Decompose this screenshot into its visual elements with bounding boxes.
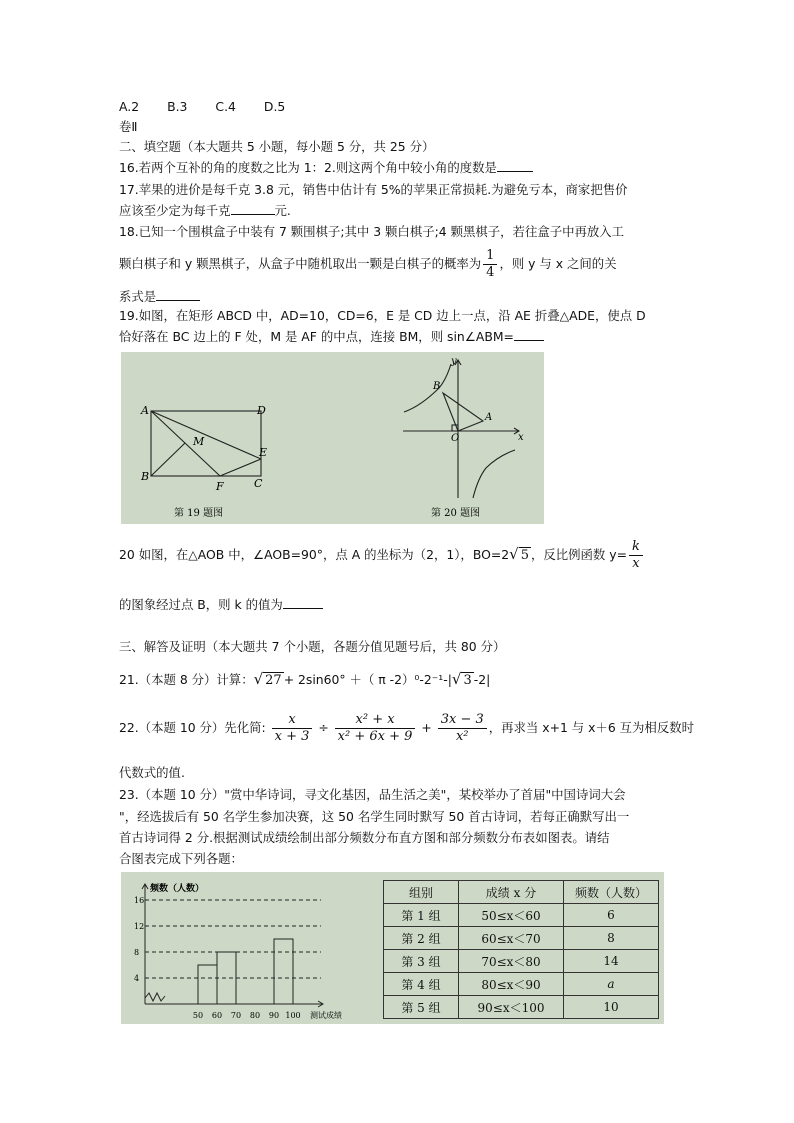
label-e: E <box>259 446 268 459</box>
answer-blank <box>156 288 200 301</box>
x-ticks <box>193 1011 301 1020</box>
question-16: 16.若两个互补的角的度数之比为 1：2.则这两个角中较小角的度数是 <box>119 159 533 177</box>
histogram-xlabel: 测试成绩 <box>310 1011 342 1020</box>
x-tick-label: 100 <box>285 1011 301 1020</box>
table-row: 第 4 组 80≤x＜90 a <box>384 973 659 996</box>
x-tick-label: 90 <box>268 1011 280 1020</box>
y-tick-label: 12 <box>134 922 145 931</box>
figure-19-caption: 第 19 题图 <box>174 508 224 519</box>
fraction-x2-plus-x: $\frac{\text{x² + x}}{\text{x² + 6x + 9}}$ <box>335 712 416 745</box>
frequency-table <box>383 880 659 1019</box>
question-23-line3: 首古诗词得 2 分.根据测试成绩绘制出部分频数分布直方图和部分频数分布表如图表。请结 <box>119 830 610 845</box>
table-row: 第 1 组 50≤x＜60 6 <box>384 904 659 927</box>
bars <box>198 939 293 1004</box>
table-row: 第 3 组 70≤x＜80 14 <box>384 950 659 973</box>
x-tick-label: 60 <box>211 1011 223 1020</box>
segment-fe <box>220 459 261 476</box>
option-c: C.4 <box>215 99 236 114</box>
histogram <box>121 872 351 1024</box>
option-a: A.2 <box>119 99 140 114</box>
radical-sqrt-27: √ 27 <box>253 670 282 688</box>
figure-20 <box>403 360 519 498</box>
label-x: x <box>518 432 524 443</box>
question-17-line2: 应该至少定为每千克 元. <box>119 203 291 218</box>
x-tick-label: 50 <box>192 1011 204 1020</box>
question-20-line2: 的图象经过点 B，则 k 的值为 <box>119 596 323 614</box>
question-23-line4: 合图表完成下列各题： <box>119 851 243 866</box>
hyperbola-lower-branch <box>473 450 515 498</box>
segment-ae <box>151 411 261 459</box>
bar-90-100 <box>274 939 293 1004</box>
hyperbola-upper-branch <box>404 364 451 412</box>
option-d: D.5 <box>263 99 286 114</box>
question-22-line2: 代数式的值. <box>119 765 185 780</box>
figure-23 <box>121 872 664 1024</box>
header-frequency: 频数（人数） <box>564 881 659 904</box>
histogram-ylabel: 频数（人数） <box>150 884 205 894</box>
answer-blank <box>283 596 323 609</box>
label-a: A <box>485 412 493 423</box>
fraction-one-quarter: $\frac{1}{4}$ <box>483 248 497 281</box>
table-header-row <box>384 881 659 904</box>
question-17-line1: 17.苹果的进价是每千克 3.8 元，销售中估计有 5%的苹果正常损耗.为避免亏本，商家把售价 <box>119 182 628 197</box>
label-a: A <box>141 404 149 417</box>
fraction-k-over-x: $\frac{k}{x}$ <box>629 539 643 572</box>
figures-19-20 <box>121 352 544 524</box>
segment-bm <box>151 443 185 476</box>
figure-20-caption: 第 20 题图 <box>431 508 481 519</box>
bar-60-70 <box>217 952 236 1004</box>
answer-options <box>119 98 313 116</box>
y-tick-label: 4 <box>134 974 140 983</box>
figure-19 <box>151 411 261 476</box>
option-b: B.3 <box>167 99 188 114</box>
question-20-line1: 20 如图，在△AOB 中，∠AOB=90°，点 A 的坐标为（2，1），BO=2√ 5 ，反比例函数 y= $\frac{k}{x}$ <box>119 534 645 576</box>
y-tick-label: 8 <box>134 948 140 957</box>
section2-title: 二、填空题（本大题共 5 小题，每小题 5 分，共 25 分） <box>119 139 435 154</box>
question-19-line1: 19.如图，在矩形 ABCD 中，AD=10，CD=6，E 是 CD 边上一点，沿 AE 折叠△ADE，使点 D <box>119 308 646 323</box>
bar-50-60 <box>198 965 217 1004</box>
label-m: M <box>193 435 205 448</box>
axis-break <box>145 993 165 1001</box>
question-23-line2: "，经选拔后有 50 名学生参加决赛，这 50 名学生同时默写 50 首古诗词，若每正确默写出一 <box>119 809 630 824</box>
answer-blank <box>231 202 275 215</box>
y-ticks <box>134 896 144 983</box>
header-score: 成绩 x 分 <box>459 881 564 904</box>
label-y: y <box>451 356 457 367</box>
label-b: B <box>141 470 150 483</box>
question-19-line2: 恰好落在 BC 边上的 F 处，M 是 AF 的中点，连接 BM，则 sin∠ABM= <box>119 328 544 346</box>
table-row: 第 2 组 60≤x＜70 8 <box>384 927 659 950</box>
radical-sqrt-3: √ 3 <box>451 670 472 688</box>
fraction-x-over-x-plus-3: $\frac{x}{x + 3}$ <box>272 712 313 745</box>
header-group: 组别 <box>384 881 459 904</box>
question-22-line1: 22.（本题 10 分）先化简: $\frac{x}{x + 3}$ ÷ $\frac{\text{x² + x}}{\text{x² + 6x + 9}}$ + $\frac{3x - 3}{\text{x²}}$ ，再求当 x+1 与 x＋6 互为相反数时 <box>119 712 694 744</box>
table-row: 第 5 组 90≤x＜100 10 <box>384 996 659 1019</box>
question-21: 21.（本题 8 分）计算：√ 27 + 2sin60° ＋（ π -2）⁰-2⁻¹-|√ 3 -2| <box>119 670 491 688</box>
label-f: F <box>216 480 224 493</box>
label-d: D <box>257 404 266 417</box>
fraction-3x-minus-3: $\frac{3x - 3}{\text{x²}}$ <box>438 712 487 745</box>
answer-blank <box>514 328 544 341</box>
label-c: C <box>254 477 263 490</box>
section3-title: 三、解答及证明（本大题共 7 个小题，各题分值见题号后，共 80 分） <box>119 639 506 654</box>
label-b: B <box>433 381 441 392</box>
label-o: O <box>451 433 460 444</box>
question-18-line1: 18.已知一个围棋盒子中装有 7 颗围棋子;其中 3 颗白棋子;4 颗黑棋子，若往盒子中再放入工 <box>119 224 625 239</box>
x-tick-label: 70 <box>230 1011 242 1020</box>
x-tick-label: 80 <box>249 1011 261 1020</box>
y-tick-label: 16 <box>134 896 145 905</box>
question-18-line3: 系式是 <box>119 288 200 306</box>
question-23-line1: 23.（本题 10 分）"赏中华诗词，寻文化基因，品生活之美"，某校举办了首届"中国诗词大会 <box>119 787 626 802</box>
answer-blank <box>497 159 533 172</box>
triangle-aob <box>443 393 483 431</box>
gridlines <box>145 900 321 978</box>
volume-heading: 卷Ⅱ <box>119 119 138 134</box>
figure-19-20-svg <box>121 352 544 524</box>
question-18-line2: 颗白棋子和 y 颗黑棋子，从盒子中随机取出一颗是白棋子的概率为 $\frac{1}{4}$ ，则 y 与 x 之间的关 <box>119 248 617 280</box>
radical-sqrt-5: √ 5 <box>509 545 529 563</box>
